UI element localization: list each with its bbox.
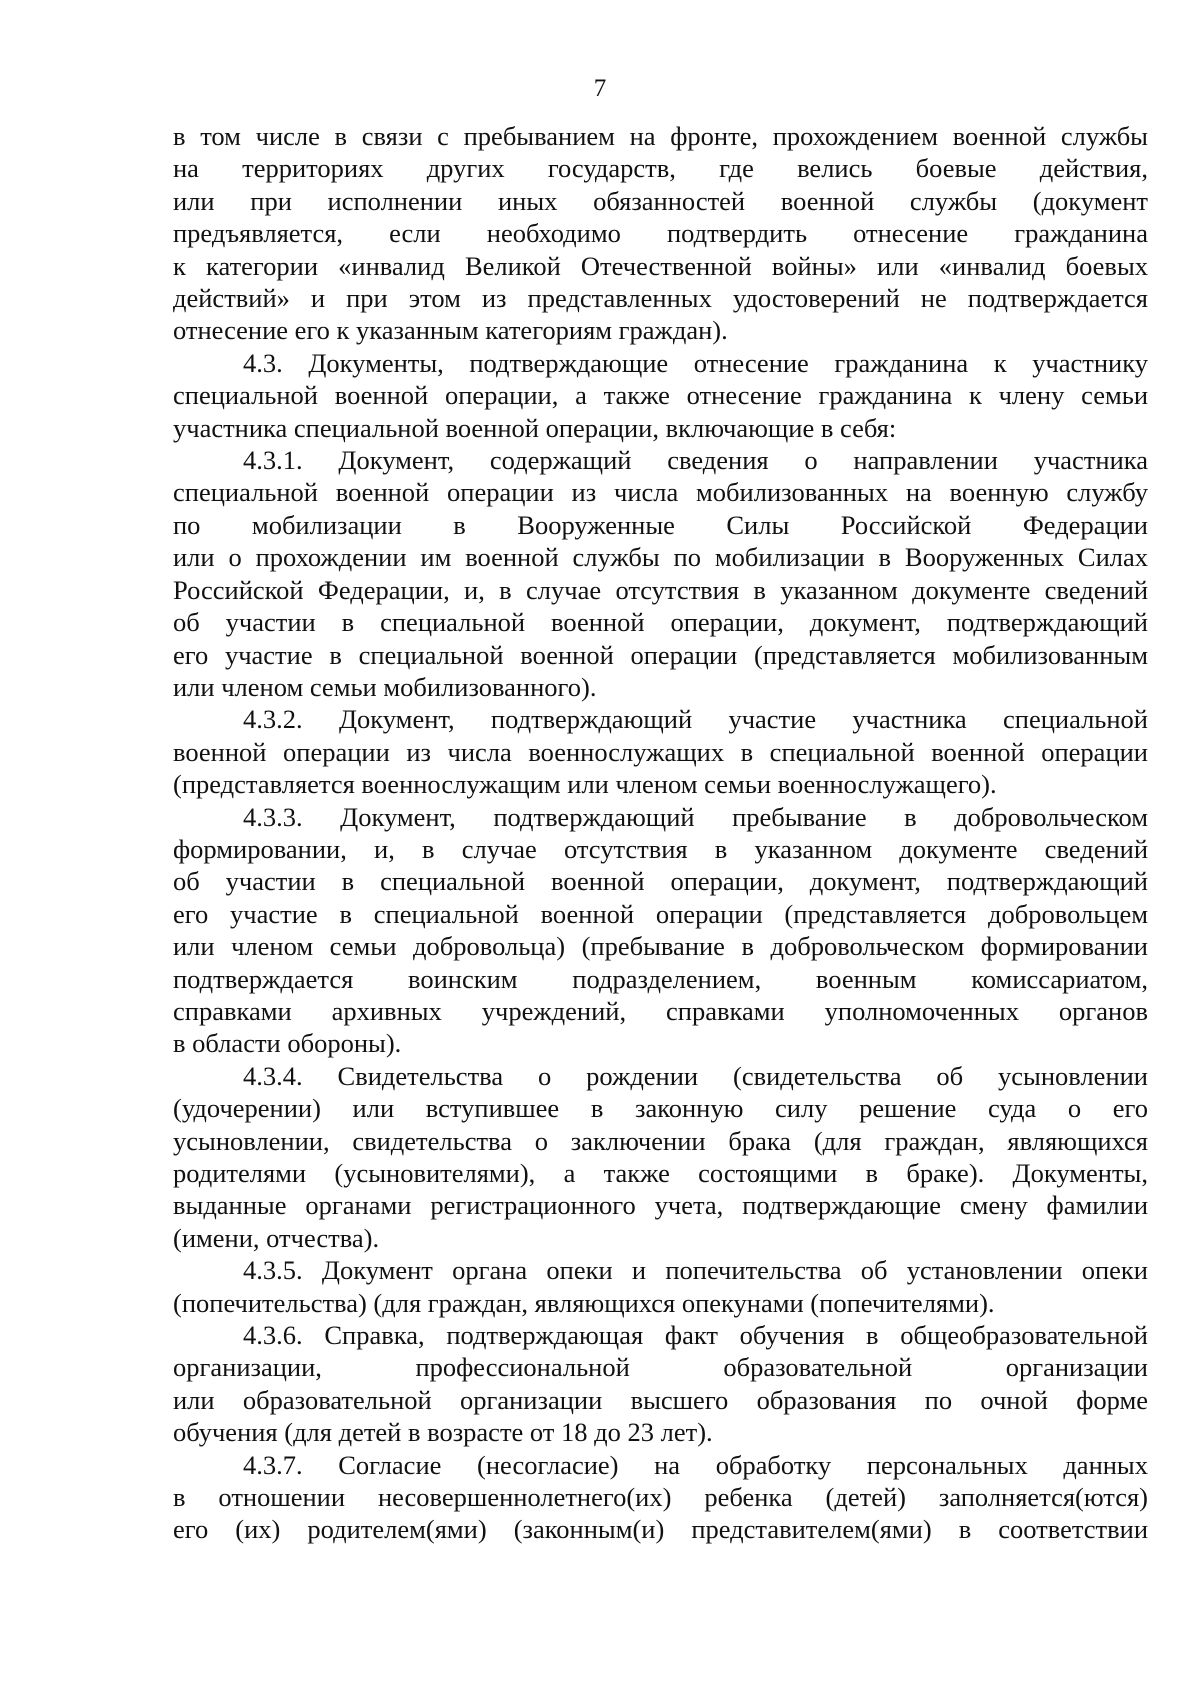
text-line: на территориях других государств, где велись боевые действия, [173,153,1148,184]
text-line: в отношении несовершеннолетнего(их) ребенка (детей) заполняется(ются) [173,1482,1148,1513]
text-line: Российской Федерации, и, в случае отсутствия в указанном документе сведений [173,574,1148,605]
text-line: или членом семьи добровольца) (пребывание в добровольческом формировании [173,931,1148,962]
text-line: об участии в специальной военной операции, документ, подтверждающий [173,866,1148,897]
text-line: или членом семьи мобилизованного). [173,671,597,702]
paragraph-4-3-2 [173,703,1148,800]
text-line: об участии в специальной военной операции, документ, подтверждающий [173,607,1148,638]
page-number: 7 [593,75,607,102]
text-line: действий» и при этом из представленных удостоверений не подтверждается [173,283,1148,314]
text-line: по мобилизации в Вооруженные Силы Российской Федерации [173,509,1148,540]
text-line: участника специальной военной операции, включающие в себя: [173,412,897,443]
document-body [173,120,1148,1546]
text-line: его участие в специальной военной операции (представляется добровольцем [173,898,1148,929]
text-line: его (их) родителем(ями) (законным(и) представителем(ями) в соответствии [173,1514,1148,1545]
text-line: (удочерении) или вступившее в законную силу решение суда о его [173,1093,1148,1124]
text-line: в том числе в связи с пребыванием на фронте, прохождением военной службы [173,121,1148,151]
text-line: 4.3.1. Документ, содержащий сведения о направлении участника [243,445,1148,476]
text-line: 4.3.7. Согласие (несогласие) на обработку персональных данных [243,1449,1148,1480]
text-line: его участие в специальной военной операции (представляется мобилизованным [173,639,1148,670]
text-line: обучения (для детей в возрасте от 18 до 23 лет). [173,1417,713,1448]
text-line: 4.3.6. Справка, подтверждающая факт обучения в общеобразовательной [243,1320,1148,1351]
text-line: в области обороны). [173,1028,402,1059]
text-line: справками архивных учреждений, справками уполномоченных органов [173,995,1148,1026]
text-line: 4.3.2. Документ, подтверждающий участие участника специальной [243,704,1148,735]
paragraph-4-3-1 [173,444,1148,703]
paragraph-4-3 [173,347,1148,444]
text-line: специальной военной операции, а также отнесение гражданина к члену семьи [173,380,1148,411]
text-line: отнесение его к указанным категориям граждан). [173,315,728,346]
text-line: подтверждается воинским подразделением, военным комиссариатом, [173,963,1148,994]
text-line: предъявляется, если необходимо подтвердить отнесение гражданина [173,218,1148,249]
text-line: (представляется военнослужащим или членом семьи военнослужащего). [173,769,997,800]
text-line: родителями (усыновителями), а также состоящими в браке). Документы, [173,1158,1148,1188]
text-line: или образовательной организации высшего образования по очной форме [173,1384,1148,1415]
text-line: к категории «инвалид Великой Отечественной войны» или «инвалид боевых [173,250,1148,281]
paragraph-4-3-4 [173,1060,1148,1254]
paragraph-4-3-5 [173,1254,1148,1319]
text-line: усыновлении, свидетельства о заключении брака (для граждан, являющихся [173,1125,1148,1156]
text-line: военной операции из числа военнослужащих в специальной военной операции [173,736,1148,767]
paragraph-4-3-7 [173,1449,1148,1546]
text-line: 4.3.3. Документ, подтверждающий пребывание в добровольческом [243,801,1148,832]
text-line: 4.3. Документы, подтверждающие отнесение гражданина к участнику [243,347,1148,378]
text-line: или о прохождении им военной службы по мобилизации в Вооруженных Силах [173,542,1148,573]
paragraph-4-3-6 [173,1319,1148,1449]
text-line: (попечительства) (для граждан, являющихся опекунами (попечителями). [173,1287,995,1318]
text-line: выданные органами регистрационного учета, подтверждающие смену фамилии [173,1190,1148,1221]
text-line: 4.3.5. Документ органа опеки и попечительства об установлении опеки [243,1255,1148,1286]
paragraph-4-3-3 [173,801,1148,1060]
text-line: (имени, отчества). [173,1222,380,1253]
text-line: или при исполнении иных обязанностей военной службы (документ [173,185,1148,216]
text-line: формировании, и, в случае отсутствия в указанном документе сведений [173,833,1148,864]
paragraph-continuation [173,120,1148,347]
text-line: 4.3.4. Свидетельства о рождении (свидетельства об усыновлении [243,1060,1148,1091]
text-line: специальной военной операции из числа мобилизованных на военную службу [173,477,1148,508]
text-line: организации, профессиональной образовательной организации [173,1352,1148,1383]
